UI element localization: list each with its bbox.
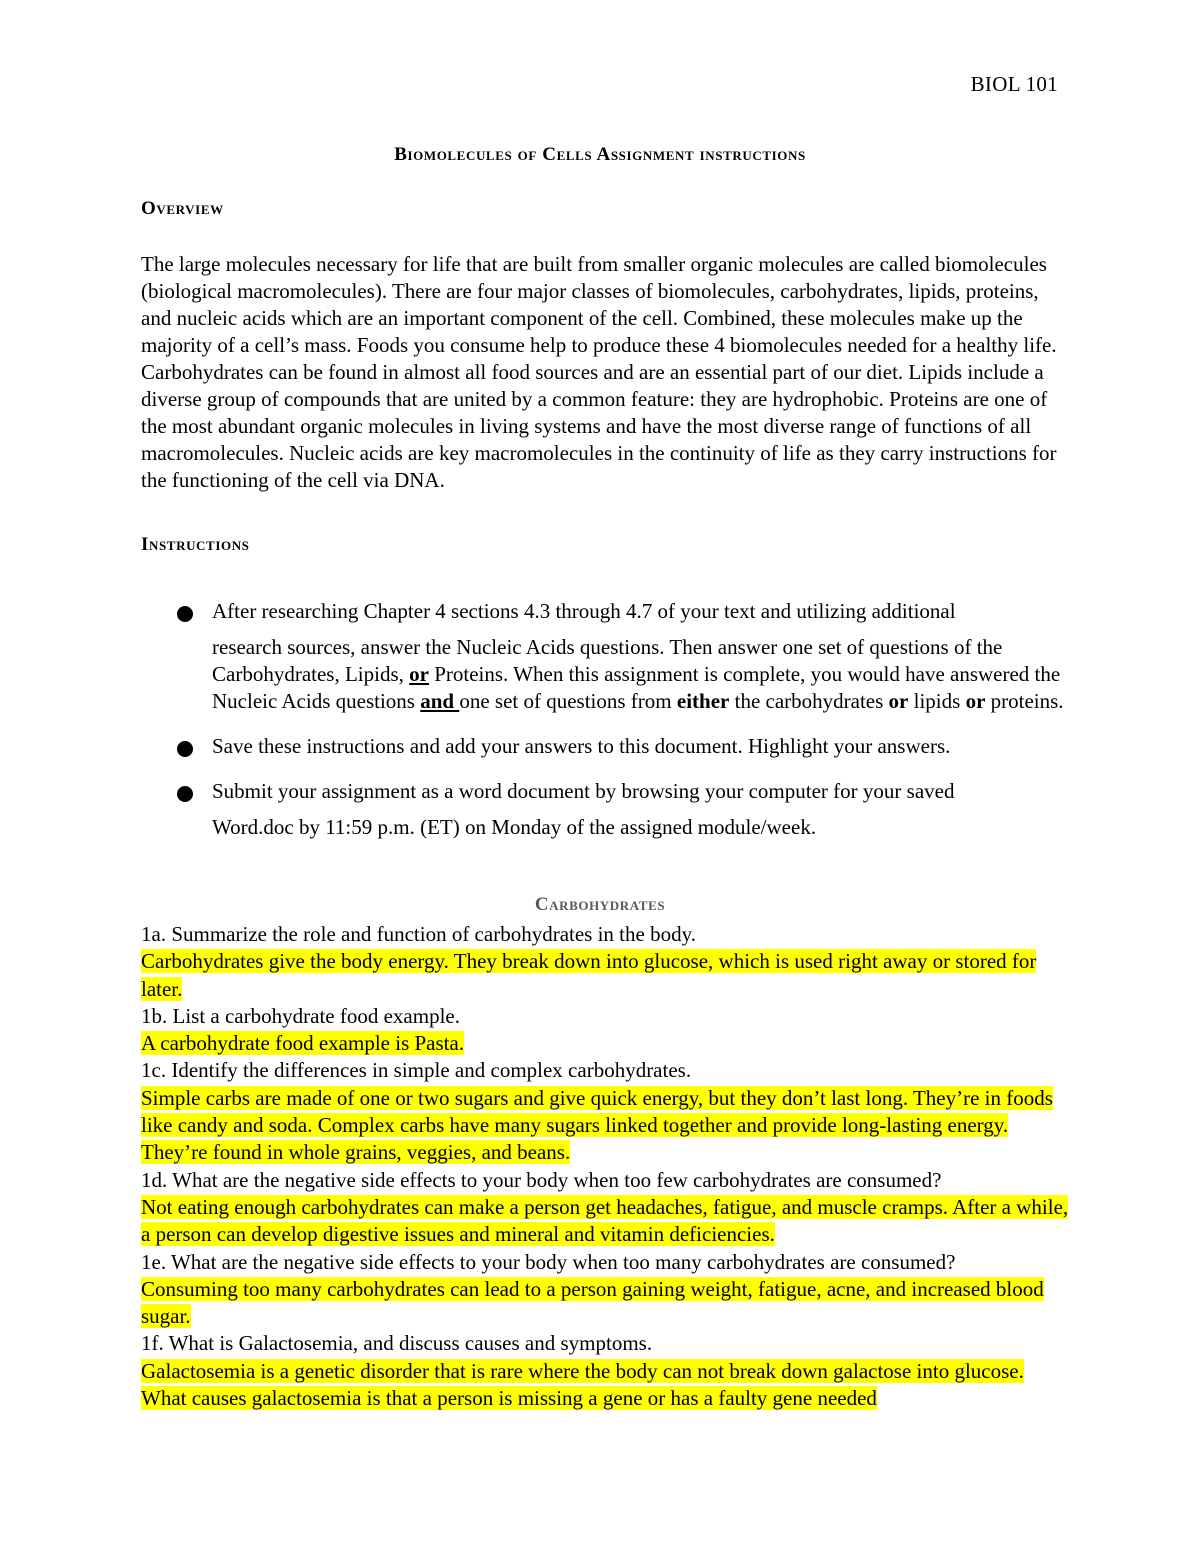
instruction-text: lipids bbox=[908, 689, 966, 713]
document-title: Biomolecules of Cells Assignment instructions bbox=[394, 144, 806, 165]
highlighted-answer: A carbohydrate food example is Pasta. bbox=[141, 1031, 465, 1056]
highlighted-answer: Galactosemia is a genetic disorder that is rare where the body can not break down galactose into glucose. What causes galactosemia is that a person is missing a gene or has a faulty gene needed bbox=[141, 1358, 1024, 1411]
highlighted-answer: Not eating enough carbohydrates can make a person get headaches, fatigue, and muscle cramps. After a while, a person can develop digestive issues and mineral and vitamin deficiencies. bbox=[141, 1194, 1069, 1247]
instructions-list bbox=[141, 598, 1071, 841]
question-text: 1a. Summarize the role and function of carbohydrates in the body. bbox=[141, 922, 696, 946]
question-text: 1d. What are the negative side effects to your body when too few carbohydrates are consumed? bbox=[141, 1167, 942, 1192]
highlighted-answer: Simple carbs are made of one or two sugars and give quick energy, but they don’t last long. They’re in foods like candy and soda. Complex carbs have many sugars linked together and provide long-lasting energy. They’re found in whole grains, veggies, and beans. bbox=[141, 1085, 1053, 1165]
bullet-dot-icon bbox=[177, 741, 193, 757]
instruction-text: Proteins. When this assignment is complete, you would have answered the Nucleic Acids questions bbox=[212, 662, 1061, 713]
instruction-text: research sources, answer the Nucleic Acids questions. Then answer one set of questions of the Carbohydrates, Lipids, bbox=[212, 635, 1003, 686]
overview-heading: Overview bbox=[141, 198, 224, 219]
emphasis-or: or bbox=[409, 662, 429, 686]
instruction-text: After researching Chapter 4 sections 4.3 through 4.7 of your text and utilizing additional bbox=[212, 599, 956, 623]
question-text: 1c. Identify the differences in simple and complex carbohydrates. bbox=[141, 1058, 692, 1083]
instruction-text: the carbohydrates bbox=[729, 689, 889, 713]
emphasis-or: or bbox=[888, 689, 909, 713]
highlighted-answer: Consuming too many carbohydrates can lead to a person gaining weight, fatigue, acne, and increased blood sugar. bbox=[141, 1276, 1044, 1329]
instruction-text: Save these instructions and add your answers to this document. Highlight your answers. bbox=[212, 734, 951, 758]
question-text: 1f. What is Galactosemia, and discuss causes and symptoms. bbox=[141, 1331, 653, 1356]
emphasis-either: either bbox=[676, 689, 730, 713]
course-header: BIOL 101 bbox=[970, 72, 1058, 96]
bullet-dot-icon bbox=[177, 606, 193, 622]
instruction-item bbox=[141, 598, 1071, 715]
instruction-text: one set of questions from bbox=[459, 689, 677, 713]
overview-paragraph: The large molecules necessary for life that are built from smaller organic molecules are called biomolecules (biological macromolecules). There are four major classes of biomolecules, carbohydrates, lipids, proteins, and nucleic acids which are an important component of the cell. Combined, these molecules make up the majority of a cell’s mass. Foods you consume help to produce these 4 biomolecules needed for a healthy life. Carbohydrates can be found in almost all food sources and are an essential part of our diet. Lipids include a diverse group of compounds that are united by a common feature: they are hydrophobic. Proteins are one of the most abundant organic molecules in living systems and have the most diverse range of functions of all macromolecules. Nucleic acids are key macromolecules in the continuity of life as they carry instructions for the functioning of the cell via DNA. bbox=[141, 252, 1057, 492]
question-text: 1b. List a carbohydrate food example. bbox=[141, 1003, 460, 1028]
instruction-text: Submit your assignment as a word document by browsing your computer for your saved bbox=[212, 779, 955, 803]
emphasis-and: and bbox=[420, 689, 460, 713]
instruction-item bbox=[141, 733, 1071, 760]
carbohydrates-heading: Carbohydrates bbox=[534, 894, 666, 915]
highlighted-answer: Carbohydrates give the body energy. They break down into glucose, which is used right away or stored for later. bbox=[141, 949, 1037, 1001]
question-text: 1e. What are the negative side effects to your body when too many carbohydrates are consumed? bbox=[141, 1249, 956, 1274]
bullet-dot-icon bbox=[177, 786, 193, 802]
instruction-text: proteins. bbox=[985, 689, 1064, 713]
carbohydrates-qa bbox=[141, 921, 1071, 1412]
instruction-item bbox=[141, 778, 1071, 841]
instruction-text: Word.doc by 11:59 p.m. (ET) on Monday of the assigned module/week. bbox=[212, 815, 817, 839]
emphasis-or: or bbox=[965, 689, 986, 713]
instructions-heading: Instructions bbox=[141, 534, 250, 555]
